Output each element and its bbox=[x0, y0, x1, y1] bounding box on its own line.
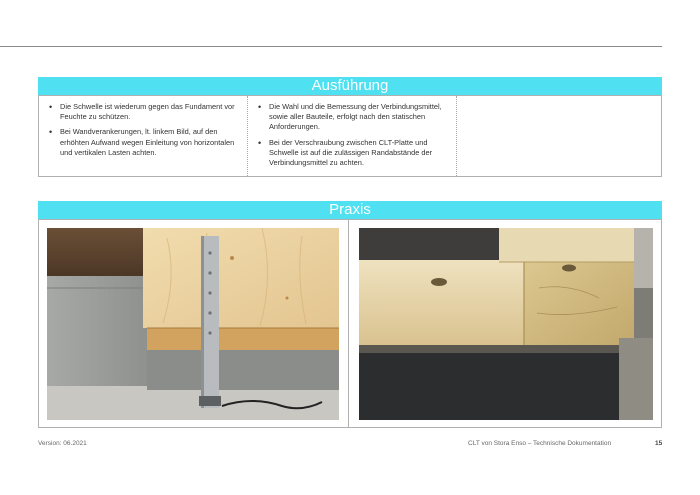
footer-doc-title: CLT von Stora Enso – Technische Dokumentation bbox=[468, 440, 612, 447]
ausfuehrung-column-2 bbox=[247, 96, 456, 176]
footer-version: Version: 06.2021 bbox=[38, 440, 87, 447]
photo-wall-anchor bbox=[47, 228, 339, 420]
list-item: • Die Schwelle ist wiederum gegen das Fundament vor Feuchte zu schützen. bbox=[45, 102, 241, 122]
praxis-divider bbox=[348, 219, 349, 428]
photo-sill-screw-connection bbox=[359, 228, 653, 420]
list-item: • Die Wahl und die Bemessung der Verbindungsmittel, sowie aller Bauteile, erfolgt nach den statischen Anforderungen. bbox=[254, 102, 450, 133]
ausfuehrung-box bbox=[38, 95, 662, 177]
header-rule bbox=[0, 46, 662, 47]
ausfuehrung-column-3 bbox=[456, 96, 663, 176]
list-item: • Bei der Verschraubung zwischen CLT-Platte und Schwelle ist auf die zulässigen Randabstände der Verbindungsmittel zu achten. bbox=[254, 138, 450, 169]
ausfuehrung-column-1 bbox=[39, 96, 247, 176]
list-item: • Bei Wandverankerungen, lt. linkem Bild, auf den erhöhten Aufwand wegen Einleitung von horizontalen und vertikalen Lasten achten. bbox=[45, 127, 241, 158]
page-number: 15 bbox=[655, 440, 663, 447]
section-title-praxis: Praxis bbox=[38, 201, 662, 219]
section-title-ausfuehrung: Ausführung bbox=[38, 77, 662, 95]
